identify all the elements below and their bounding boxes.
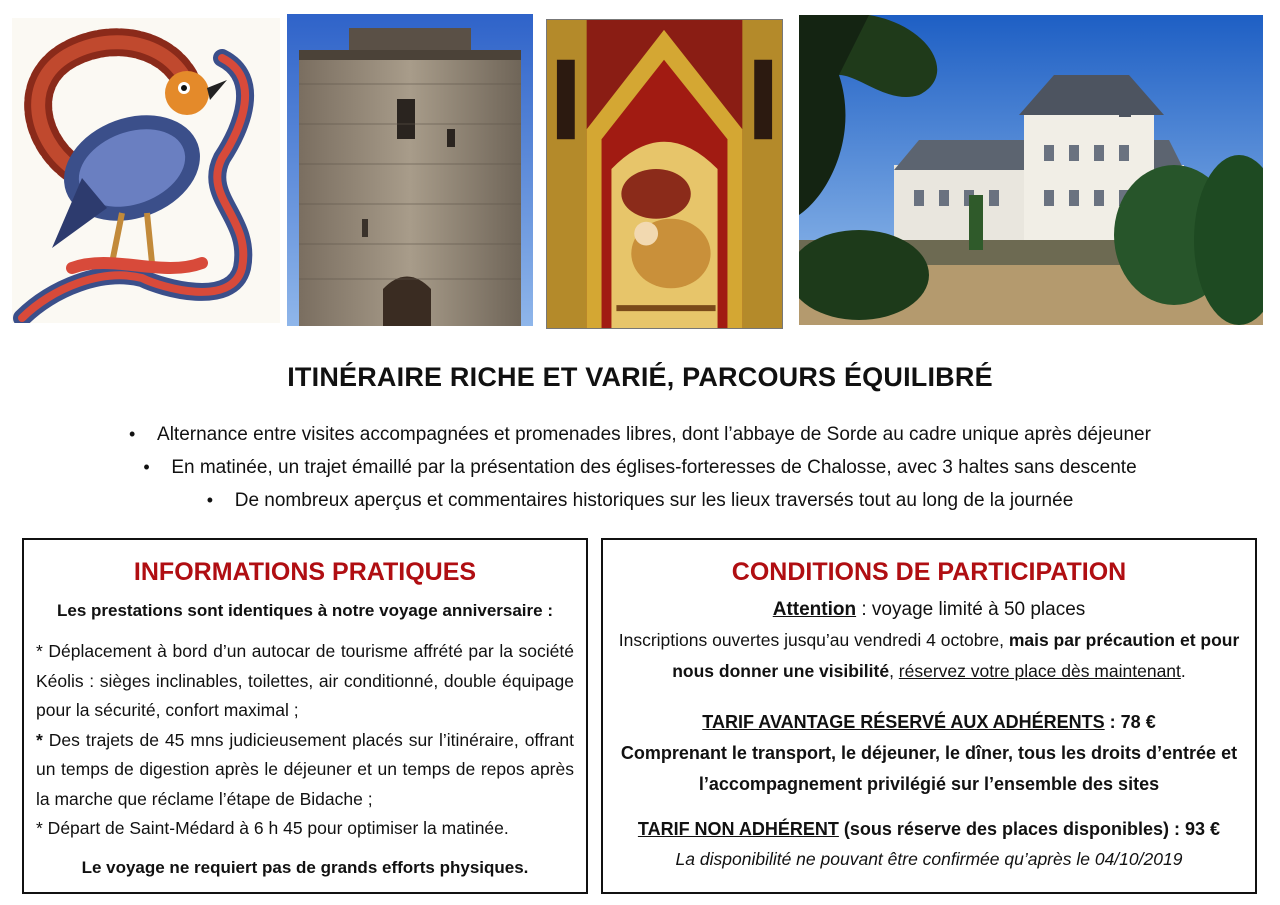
non-member-price-label: TARIF NON ADHÉRENT: [637, 819, 839, 839]
practical-info-body: [36, 637, 574, 844]
bullet-icon: •: [206, 490, 214, 510]
practical-info-footer: Le voyage ne requiert pas de grands efforts physiques.: [81, 857, 529, 877]
non-member-price-line: [603, 814, 1255, 845]
availability-note: La disponibilité ne pouvant être confirmée qu’après le 04/10/2019: [675, 849, 1183, 869]
attention-line: [603, 599, 1255, 621]
attention-label: Attention: [772, 599, 857, 620]
bullet-icon: •: [129, 424, 136, 444]
practical-info-box: [22, 538, 588, 894]
chateau-image: [799, 15, 1263, 325]
list-item: • Alternance entre visites accompagnées et promenades libres, dont l’abbaye de Sorde au cadre unique après déjeuner: [0, 418, 1280, 451]
gothic-altarpiece-image: [546, 19, 783, 329]
attention-text: : voyage limité à 50 places: [856, 599, 1086, 620]
list-item: • De nombreux aperçus et commentaires historiques sur les lieux traversés tout au long de la journée: [0, 484, 1280, 517]
info-item-transport: * Déplacement à bord d’un autocar de tourisme affrété par la société Kéolis : sièges inclinables, toilettes, air conditionné, double équipage pour la sécurité, confort maximal ;: [36, 641, 574, 720]
conditions-title: CONDITIONS DE PARTICIPATION: [731, 558, 1127, 586]
stone-tower-image: [287, 14, 533, 326]
page-headline: ITINÉRAIRE RICHE ET VARIÉ, PARCOURS ÉQUILIBRÉ: [287, 362, 993, 392]
inscriptions-text: Inscriptions ouvertes jusqu’au vendredi 4 octobre, mais par précaution et pour nous donner une visibilité, réservez votre place dès maintenant.: [618, 630, 1240, 681]
conditions-box: [601, 538, 1257, 894]
info-item-depart: * Départ de Saint-Médard à 6 h 45 pour optimiser la matinée.: [36, 818, 509, 838]
member-price-label: TARIF AVANTAGE RÉSERVÉ AUX ADHÉRENTS: [702, 712, 1105, 732]
bullet-icon: •: [143, 457, 150, 477]
photo-strip: [0, 0, 1280, 330]
member-price-value: : 78 €: [1104, 712, 1156, 732]
member-price-line: [603, 707, 1255, 738]
info-item-trajets: * Des trajets de 45 mns judicieusement placés sur l’itinéraire, offrant un temps de digestion après le déjeuner et un temps de repos après la marche que réclame l’étape de Bidache ;: [36, 729, 574, 809]
highlights-list: [0, 418, 1280, 517]
non-member-price-value: (sous réserve des places disponibles) : 93 €: [838, 819, 1221, 839]
price-includes-text: Comprenant le transport, le déjeuner, le dîner, tous les droits d’entrée et l’accompagnement privilégié sur l’ensemble des sites: [620, 743, 1238, 794]
practical-info-subtitle: Les prestations sont identiques à notre voyage anniversaire :: [57, 601, 553, 620]
illuminated-bird-image: [12, 18, 280, 323]
practical-info-title: INFORMATIONS PRATIQUES: [133, 558, 477, 586]
list-item: • En matinée, un trajet émaillé par la présentation des églises-forteresses de Chalosse, avec 3 haltes sans descente: [0, 451, 1280, 484]
